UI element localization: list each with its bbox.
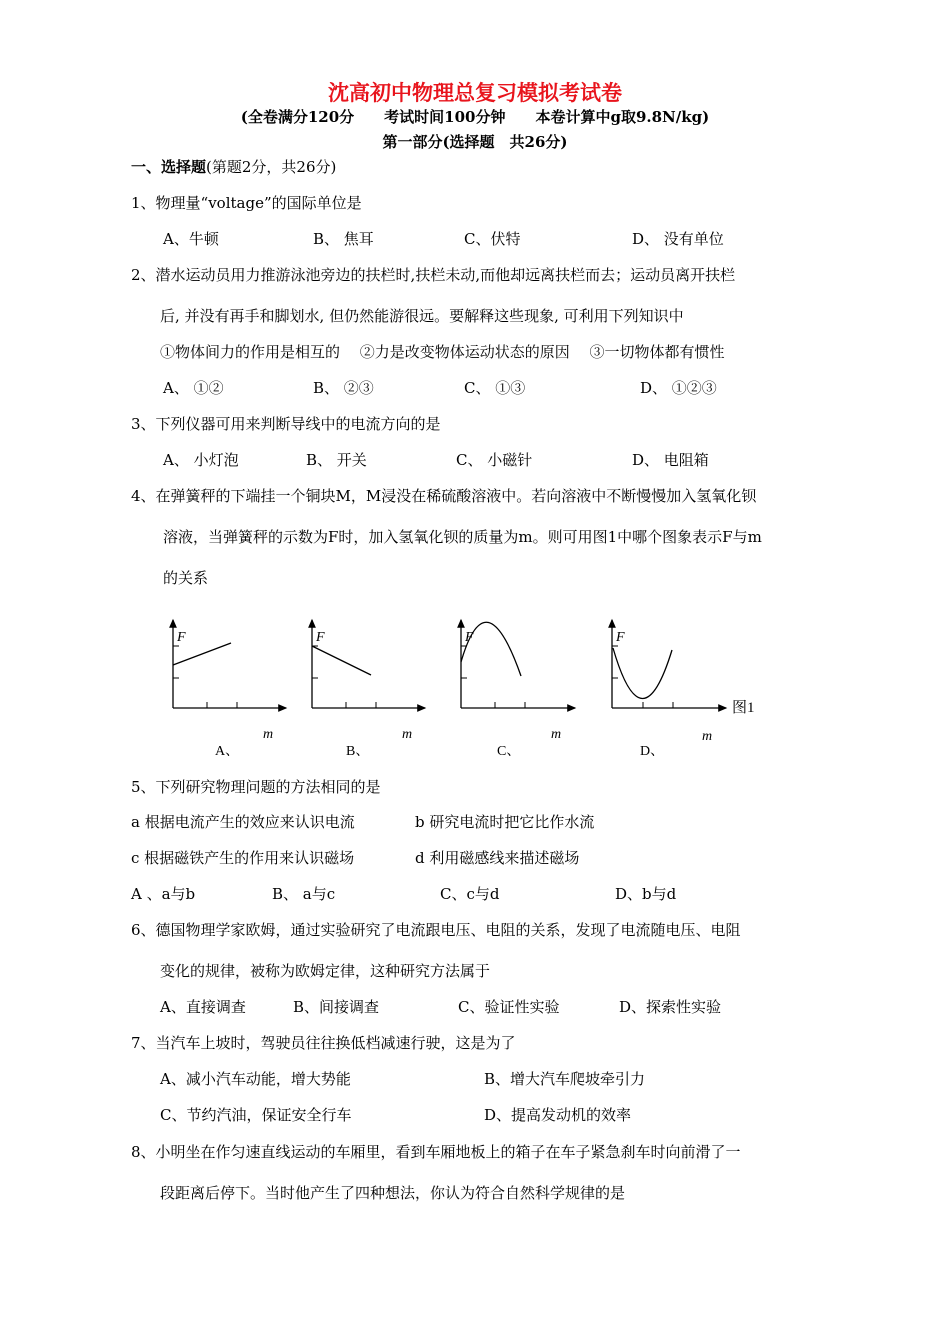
exam-subtitle: (全卷满分120分 考试时间100分钟 本卷计算中g取9.8N/kg) [240,108,710,126]
q8-stem-line1: 8、小明坐在作匀速直线运动的车厢里，看到车厢地板上的箱子在车子紧急刹车时向前滑了一 [131,1143,741,1161]
q1-option-b: B、 焦耳 [313,230,374,248]
figure-label: 图1 [732,700,755,716]
q2-stem-line2: 后, 并没有再手和脚划水, 但仍然能游很远。要解释这些现象, 可利用下列知识中 [160,307,684,325]
graph-d [612,620,755,759]
graph-d-x-label: m [702,729,713,744]
graph-d-y-label: F [616,630,625,645]
q4-stem-line1: 4、在弹簧秤的下端挂一个铜块M，M浸没在稀硫酸溶液中。若向溶液中不断慢慢加入氢氧化钡 [131,487,757,505]
q5-item-b: b 研究电流时把它比作水流 [415,813,595,831]
q2-stem-line1: 2、潜水运动员用力推游泳池旁边的扶栏时,扶栏未动,而他却远离扶栏而去；运动员离开扶栏 [131,266,736,284]
exam-title: 沈高初中物理总复习模拟考试卷 [328,80,622,105]
graph-c-x-label: m [551,727,562,742]
part-heading: 第一部分(选择题 共26分) [382,133,568,151]
graph-b-x-label: m [402,727,413,742]
q1-option-a: A、牛顿 [163,230,219,248]
graph-a-curve [173,643,231,665]
graph-a-x-label: m [263,727,274,742]
q5-stem: 5、下列研究物理问题的方法相同的是 [131,778,381,796]
graph-c [461,620,575,759]
q4-stem-line3: 的关系 [163,569,209,587]
q3-option-d: D、 电阻箱 [632,451,709,469]
q6-option-a: A、直接调查 [160,998,246,1016]
q5-option-d: D、b与d [615,885,677,903]
q6-stem-line2: 变化的规律，被称为欧姆定律，这种研究方法属于 [160,962,491,980]
graph-d-curve [613,648,672,699]
q3-stem: 3、下列仪器可用来判断导线中的电流方向的是 [131,415,441,433]
q3-option-a: A、 小灯泡 [163,451,239,469]
graph-a-option: A、 [215,744,240,759]
q5-option-c: C、c与d [440,885,500,903]
graph-a [173,620,286,759]
q1-option-c: C、伏特 [464,230,521,248]
q3-option-c: C、 小磁针 [456,451,533,469]
q7-option-c: C、节约汽油，保证安全行车 [160,1106,352,1124]
q3-option-b: B、 开关 [306,451,367,469]
q6-stem-line1: 6、德国物理学家欧姆，通过实验研究了电流跟电压、电阻的关系，发现了电流随电压、电阻 [131,921,741,939]
q7-option-b: B、增大汽车爬坡牵引力 [484,1070,646,1088]
graph-b-curve [312,646,371,675]
q6-option-d: D、探索性实验 [619,998,722,1016]
section-title: 一、选择题 [131,158,207,176]
graph-d-option: D、 [640,744,665,759]
graph-b-option: B、 [346,744,370,759]
q2-option-d: D、 ①②③ [640,379,717,397]
q2-option-a: A、 ①② [163,379,224,397]
graph-c-y-label: F [465,630,474,645]
graph-b [312,620,425,759]
q2-knowledge: ①物体间力的作用是相互的 ②力是改变物体运动状态的原因 ③一切物体都有惯性 [160,343,725,361]
q6-option-c: C、验证性实验 [458,998,560,1016]
q1-stem: 1、物理量“voltage”的国际单位是 [131,194,362,212]
section-note: (第题2分，共26分) [206,158,337,176]
q5-option-a: A 、a与b [131,885,196,903]
q5-item-c: c 根据磁铁产生的作用来认识磁场 [131,849,355,867]
q5-item-a: a 根据电流产生的效应来认识电流 [131,813,355,831]
q1-option-d: D、 没有单位 [632,230,724,248]
q4-stem-line2: 溶液，当弹簧秤的示数为F时，加入氢氧化钡的质量为m。则可用图1中哪个图象表示F与m [163,528,762,546]
q7-option-a: A、减小汽车动能，增大势能 [160,1070,351,1088]
q2-option-b: B、 ②③ [313,379,374,397]
q7-option-d: D、提高发动机的效率 [484,1106,632,1124]
q2-option-c: C、 ①③ [464,379,526,397]
q8-stem-line2: 段距离后停下。当时他产生了四种想法，你认为符合自然科学规律的是 [160,1184,626,1202]
q5-item-d: d 利用磁感线来描述磁场 [415,849,580,867]
q5-option-b: B、 a与c [272,885,336,903]
graph-c-option: C、 [497,744,521,759]
q6-option-b: B、间接调查 [293,998,380,1016]
graph-a-y-label: F [177,630,186,645]
q7-stem: 7、当汽车上坡时，驾驶员往往换低档减速行驶，这是为了 [131,1034,516,1052]
graph-b-y-label: F [316,630,325,645]
